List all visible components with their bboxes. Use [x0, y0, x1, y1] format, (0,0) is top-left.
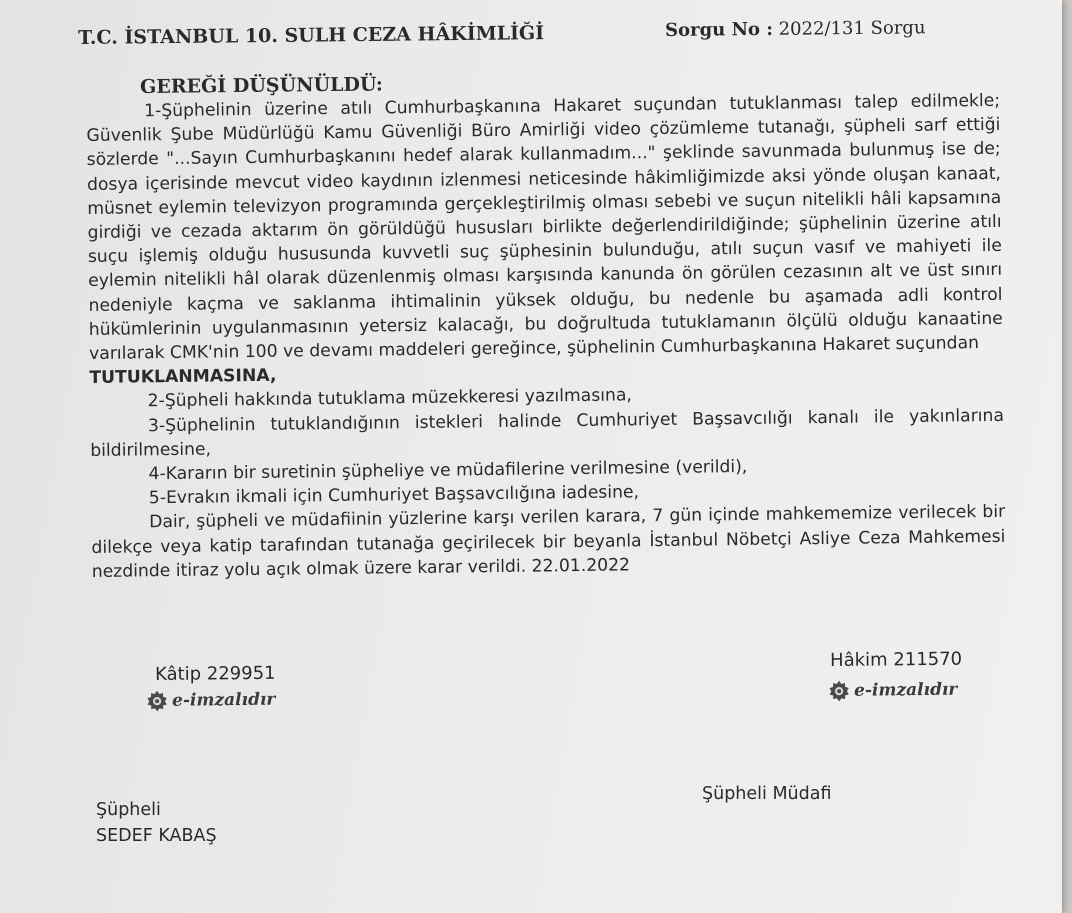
paragraph-1: [86, 89, 1003, 391]
closing-paragraph: Dair, şüpheli ve müdafiinin yüzlerine karşı verilen karara, 7 gün içinde mahkememize verilecek bir dilekçe veya katip tarafından tutanağa geçirilecek bir beyanla İstanbul Nöbetçi Asliye Ceza Mahkemesi nezdinde itiraz yolu açık olmak üzere karar verildi. 22.01.2022: [91, 502, 1006, 582]
judge-esign-text: e-imzalıdır: [854, 679, 958, 701]
decision-heading: GEREĞİ DÜŞÜNÜLDÜ:: [140, 73, 383, 98]
e-signature-seal-icon: [828, 680, 850, 702]
arrest-decision: TUTUKLANMASINA,: [89, 365, 277, 389]
court-name: T.C. İSTANBUL 10. SULH CEZA HÂKİMLİĞİ: [78, 22, 545, 49]
item-3: 3-Şüphelinin tutuklandığının istekleri halinde Cumhuriyet Başsavcılığı kanalı ile yakınlarına bildirilmesine,: [90, 405, 1005, 461]
counsel-label: Şüpheli Müdafi: [702, 784, 832, 804]
suspect-label: Şüpheli: [96, 800, 161, 820]
query-label: Sorgu No :: [665, 18, 774, 41]
paragraph-1-text: 1-Şüphelinin üzerine atılı Cumhurbaşkanına Hakaret suçundan tutuklanması talep edilmekle; Güvenlik Şube Müdürlüğü Kamu Güvenliği Büro Amirliği video çözümleme tutanağı, şüpheli sarf ettiği sözlerde "...Sayın Cumhurbaşkanını hedef alarak kullanmadım..." şeklinde savunmada bulunmuş ise de; dosya içerisinde mevcut video kaydının izlenmesi neticesinde hâkimliğimizde aksi yönde oluşan kanaat, müsnet eylemin televizyon programında gerçekleştirilmiş olması sebebi ve suçun nitelikli hâli kapsamına girdiği ve cezada aktarım ön görüldüğü hususları birlikte değerlendirildiğinde; şüphelinin üzerine atılı suçu işlemiş olduğu hususunda kuvvetli suç şüphesinin bulunduğu, atılı suçun vasıf ve mahiyeti ile eylemin nitelikli hâl olarak düzenlenmiş olması karşısında kanunda ön görülen cezasının alt ve üst sınırı nedeniyle kaçma ve saklanma ihtimalinin yüksek olduğu, bu nedenle bu aşamada adli kontrol hükümlerinin uygulanmasının yetersiz kalacağı, bu doğrultuda tutuklamanın ölçülü olduğu kanaatine varılarak CMK'nin 100 ve devamı maddeleri gereğince, şüphelinin Cumhurbaşkanına Hakaret suçundan: [86, 90, 1003, 365]
e-signature-seal-icon: [146, 690, 168, 712]
decision-body: [86, 89, 1006, 584]
clerk-esign-text: e-imzalıdır: [172, 689, 276, 711]
query-value: 2022/131 Sorgu: [778, 17, 926, 40]
query-number: [665, 17, 926, 41]
clerk-label: Kâtip 229951: [155, 662, 276, 685]
clerk-esignature: [146, 689, 275, 712]
item-5: 5-Evrakın ikmali için Cumhuriyet Başsavcılığına iadesine,: [148, 482, 640, 509]
judge-esignature: [828, 679, 957, 702]
item-4: 4-Kararın bir suretinin şüpheliye ve müdafilerine verilmesine (verildi),: [148, 456, 748, 485]
judge-label: Hâkim 211570: [830, 648, 963, 671]
suspect-name: SEDEF KABAŞ: [96, 826, 217, 846]
item-2: 2-Şüpheli hakkında tutuklama müzekkeresi yazılmasına,: [147, 385, 633, 412]
